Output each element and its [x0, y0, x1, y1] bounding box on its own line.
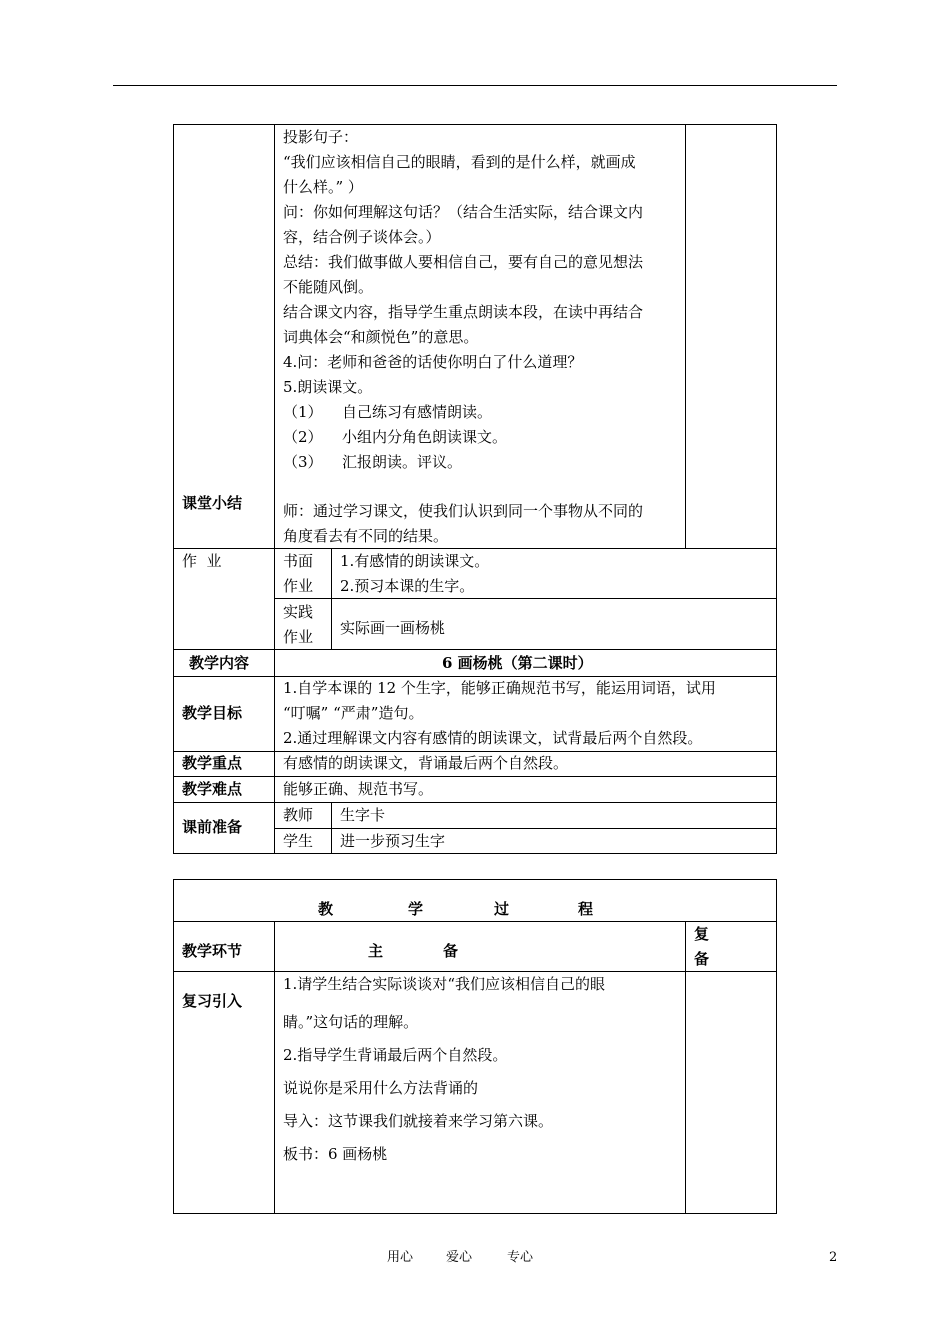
text-line: 容，结合例子谈体会。） [283, 228, 441, 246]
section-label: 教学环节 [182, 942, 243, 960]
intro-line: 导入：这节课我们就接着来学习第六课。 [283, 1112, 554, 1130]
step-text: 自己练习有感情朗读。 [342, 403, 493, 421]
step-text: 小组内分角色朗读课文。 [342, 428, 508, 446]
summary-line: 师：通过学习课文，使我们认识到同一个事物从不同的 [283, 502, 644, 520]
teacher-label: 教师 [283, 806, 314, 824]
text-line: 总结：我们做事做人要相信自己，要有自己的意见想法 [283, 253, 644, 271]
prep-label: 课前准备 [182, 818, 243, 836]
text-line: 词典体会“和颜悦色”的意思。 [283, 328, 479, 346]
review-label: 备 [694, 950, 710, 968]
practice-text: 实际画一画杨桃 [340, 619, 446, 637]
difficulty-label: 教学难点 [182, 780, 243, 798]
goal-line: 1.自学本课的 12 个生字，能够正确规范书写，能运用词语，试用 [283, 679, 716, 697]
intro-line: 2.指导学生背诵最后两个自然段。 [283, 1046, 508, 1064]
text-line: 投影句子： [283, 128, 359, 146]
text-line: 结合课文内容，指导学生重点朗读本段，在读中再结合 [283, 303, 644, 321]
page-number: 2 [829, 1250, 838, 1265]
review-label: 复 [694, 925, 710, 943]
footer-word: 用心 [387, 1250, 414, 1265]
step-number: （3） [283, 453, 323, 471]
text-line: 问：你如何理解这句话？（结合生活实际，结合课文内 [283, 203, 644, 221]
summary-label: 课堂小结 [182, 494, 243, 512]
header-rule [113, 85, 837, 86]
content-label: 教学内容 [189, 654, 250, 672]
text-line: 5.朗读课文。 [283, 378, 373, 396]
teacher-text: 生字卡 [340, 806, 386, 824]
intro-label: 复习引入 [182, 992, 243, 1010]
intro-line: 1.请学生结合实际谈谈对“我们应该相信自己的眼 [283, 975, 605, 993]
step-text: 汇报朗读。评议。 [342, 453, 463, 471]
intro-line: 说说你是采用什么方法背诵的 [283, 1079, 479, 1097]
student-label: 学生 [283, 832, 314, 850]
key-label: 教学重点 [182, 754, 243, 772]
process-heading-char: 程 [578, 900, 594, 918]
goal-label: 教学目标 [182, 704, 243, 722]
goal-line: 2.通过理解课文内容有感情的朗读课文，试背最后两个自然段。 [283, 729, 703, 747]
practice-label: 实践 [283, 603, 314, 621]
practice-label: 作业 [283, 628, 314, 646]
footer-word: 专心 [507, 1250, 534, 1265]
text-line: 4.问：老师和爸爸的话使你明白了什么道理？ [283, 353, 583, 371]
step-number: （2） [283, 428, 323, 446]
difficulty-text: 能够正确、规范书写。 [283, 780, 434, 798]
step-number: （1） [283, 403, 323, 421]
content-title: 6 画杨桃（第二课时） [442, 654, 593, 672]
written-label: 作业 [283, 577, 314, 595]
homework-label: 作 业 [182, 552, 222, 570]
intro-line: 睛。”这句话的理解。 [283, 1013, 419, 1031]
written-label: 书面 [283, 552, 314, 570]
written-item: 1.有感情的朗读课文。 [340, 552, 490, 570]
text-line: “我们应该相信自己的眼睛，看到的是什么样，就画成 [283, 153, 636, 171]
main-prep-char: 备 [443, 942, 459, 960]
written-item: 2.预习本课的生字。 [340, 577, 475, 595]
process-heading-char: 教 [318, 900, 334, 918]
text-line: 什么样。” ） [283, 178, 363, 196]
goal-line: “叮嘱” “严肃”造句。 [283, 704, 424, 722]
intro-line: 板书：6 画杨桃 [283, 1145, 388, 1163]
text-line: 不能随风倒。 [283, 278, 374, 296]
summary-line: 角度看去有不同的结果。 [283, 527, 449, 545]
student-text: 进一步预习生字 [340, 832, 446, 850]
main-prep-char: 主 [368, 942, 384, 960]
key-text: 有感情的朗读课文，背诵最后两个自然段。 [283, 754, 569, 772]
process-heading-char: 过 [494, 900, 510, 918]
footer-word: 爱心 [446, 1250, 473, 1265]
process-heading-char: 学 [408, 900, 424, 918]
